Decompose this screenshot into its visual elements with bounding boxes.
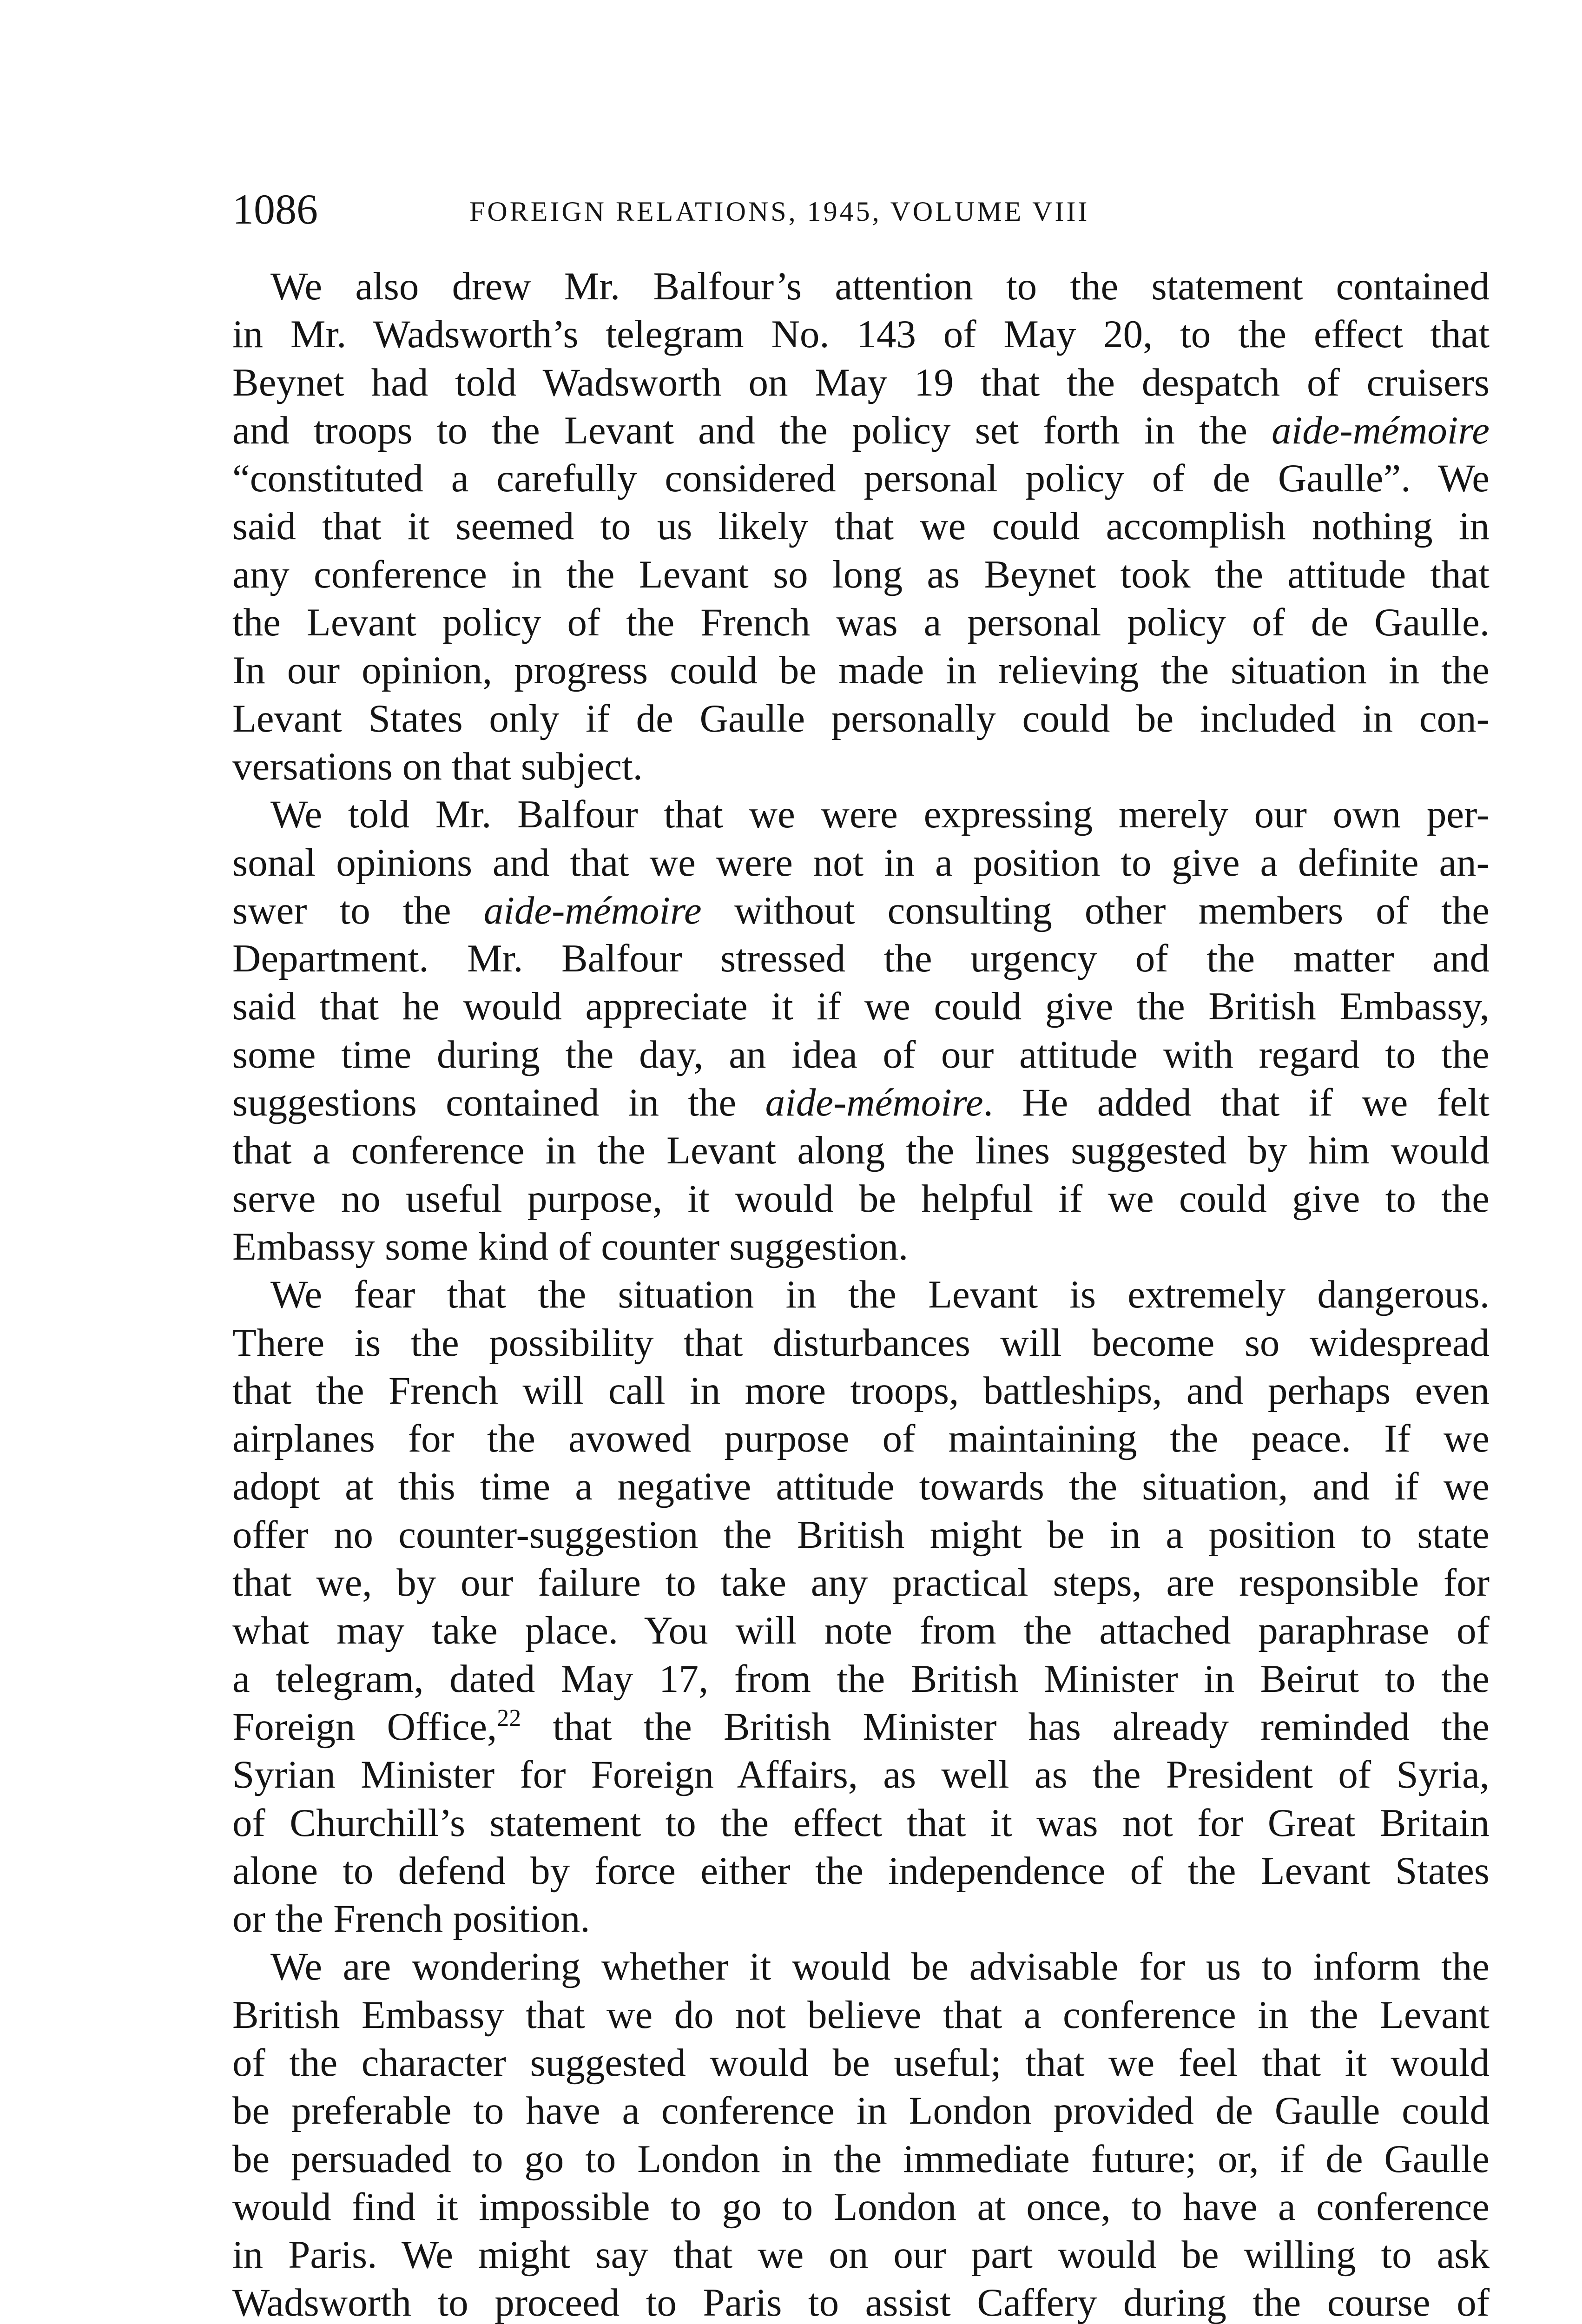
page-number: 1086	[232, 185, 318, 233]
text-line: some time during the day, an idea of our attitude with regard to the	[232, 1032, 1490, 1076]
text-line: said that he would appreciate it if we could give the British Embassy,	[232, 984, 1490, 1029]
text-line: Beynet had told Wadsworth on May 19 that the despatch of cruisers	[232, 360, 1490, 404]
text-line: Syrian Minister for Foreign Affairs, as well as the President of Syria,	[232, 1753, 1490, 1797]
text-line: We also drew Mr. Balfour’s attention to the statement contained	[270, 264, 1490, 308]
text-line: of the character suggested would be useful; that we feel that it would	[232, 2040, 1490, 2085]
paragraph-2	[232, 791, 1490, 1271]
text-line: sonal opinions and that we were not in a position to give a definite an-	[232, 840, 1490, 885]
text-line-part: that the British Minister has already reminded the	[553, 1704, 1490, 1749]
text-line: or the French position.	[232, 1897, 590, 1941]
text-line: in Mr. Wadsworth’s telegram No. 143 of May 20, to the effect that	[232, 312, 1490, 357]
italic-term: aide-mémoire	[483, 888, 702, 932]
text-line: Levant States only if de Gaulle personally could be included in con-	[232, 696, 1490, 740]
text-line: that we, by our failure to take any practical steps, are responsible for	[232, 1561, 1490, 1605]
text-line: We told Mr. Balfour that we were expressing merely our own per-	[270, 792, 1490, 837]
paragraph-3	[232, 1271, 1490, 1943]
text-line: British Embassy that we do not believe that a conference in the Levant	[232, 1993, 1490, 2037]
text-line: be preferable to have a conference in London provided de Gaulle could	[232, 2089, 1490, 2133]
paragraph-4	[232, 1943, 1490, 2324]
text-line: Department. Mr. Balfour stressed the urgency of the matter and	[232, 937, 1490, 981]
text-line: “constituted a carefully considered personal policy of de Gaulle”. We	[232, 456, 1490, 501]
running-head: FOREIGN RELATIONS, 1945, VOLUME VIII	[469, 196, 1090, 227]
text-line: that the French will call in more troops, battleships, and perhaps even	[232, 1368, 1490, 1413]
text-line: We fear that the situation in the Levant is extremely dangerous.	[270, 1273, 1490, 1317]
footnote-reference[interactable]: 22	[497, 1704, 521, 1731]
text-line: serve no useful purpose, it would be helpful if we could give to the	[232, 1176, 1490, 1221]
text-line: versations on that subject.	[232, 744, 643, 788]
text-line: swer to the aide-mémoire without consulting other members of the	[232, 888, 1490, 932]
text-line: airplanes for the avowed purpose of maintaining the peace. If we	[232, 1417, 1490, 1461]
text-line: offer no counter-suggestion the British might be in a position to state	[232, 1512, 1490, 1557]
text-line: be persuaded to go to London in the immediate future; or, if de Gaulle	[232, 2137, 1490, 2181]
text-line: what may take place. You will note from the attached paraphrase of	[232, 1609, 1490, 1653]
text-line: said that it seemed to us likely that we could accomplish nothing in	[232, 504, 1490, 548]
text-line: suggestions contained in the aide-mémoire. He added that if we felt	[232, 1081, 1490, 1125]
text-line: In our opinion, progress could be made in relieving the situation in the	[232, 648, 1490, 693]
paragraph-1	[232, 263, 1490, 791]
text-line: There is the possibility that disturbances will become so widespread	[232, 1320, 1490, 1365]
italic-term: aide-mémoire	[1272, 408, 1490, 452]
text-line-part: Foreign Office,	[232, 1704, 497, 1749]
text-line: any conference in the Levant so long as Beynet took the attitude that	[232, 552, 1490, 596]
text-line: in Paris. We might say that we on our part would be willing to ask	[232, 2233, 1490, 2277]
text-line: We are wondering whether it would be advisable for us to inform the	[270, 1945, 1490, 1989]
text-line: would find it impossible to go to London at once, to have a conference	[232, 2185, 1490, 2229]
text-line: adopt at this time a negative attitude towards the situation, and if we	[232, 1465, 1490, 1509]
text-line: that a conference in the Levant along the lines suggested by him would	[232, 1129, 1490, 1173]
page-header	[232, 184, 1487, 235]
text-line: the Levant policy of the French was a personal policy of de Gaulle.	[232, 601, 1490, 645]
italic-term: aide-mémoire	[765, 1081, 983, 1125]
body-text	[232, 263, 1490, 2324]
text-line: of Churchill’s statement to the effect that it was not for Great Britain	[232, 1801, 1490, 1845]
text-line: and troops to the Levant and the policy set forth in the aide-mémoire	[232, 408, 1490, 452]
text-line: Wadsworth to proceed to Paris to assist Caffery during the course of	[232, 2281, 1490, 2324]
text-line	[232, 1703, 1490, 1751]
text-line: alone to defend by force either the independence of the Levant States	[232, 1849, 1490, 1893]
text-line: Embassy some kind of counter suggestion.	[232, 1224, 909, 1268]
text-line: a telegram, dated May 17, from the British Minister in Beirut to the	[232, 1657, 1490, 1701]
